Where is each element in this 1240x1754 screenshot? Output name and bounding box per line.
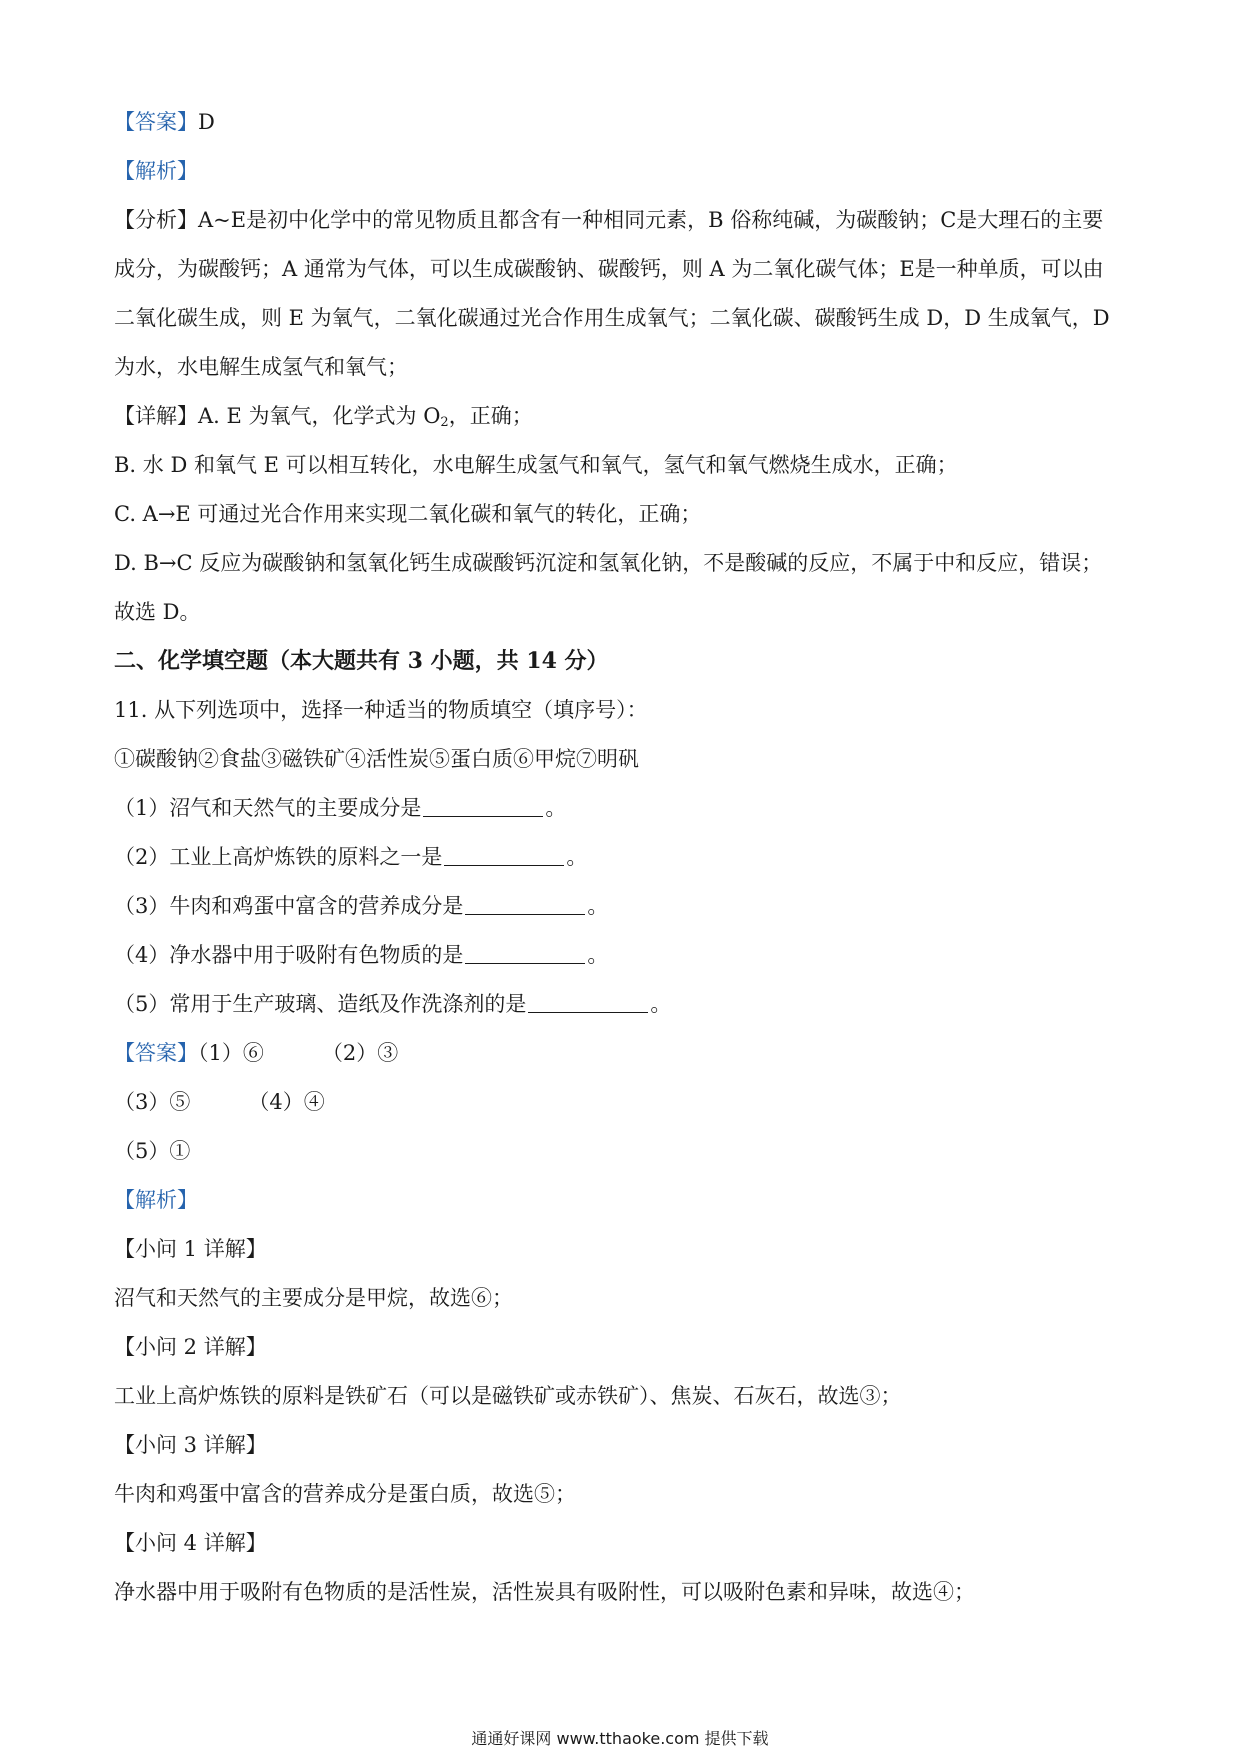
detail-3-text: 牛肉和鸡蛋中富含的营养成分是蛋白质，故选⑤； [114,1482,576,1506]
answer-blank [444,843,564,866]
document-page [114,98,1134,1617]
sub-question-2-text: （2）工业上高炉炼铁的原料之一是 [114,845,443,869]
answer2-line-2 [114,1078,1134,1127]
sub-question-1-text: （1）沼气和天然气的主要成分是 [114,796,422,820]
xiangjie-line-b: B. 水 D 和氧气 E 可以相互转化，水电解生成氢气和氧气，氢气和氧气燃烧生成水，正确； [114,453,958,477]
answer2-a3: （3）⑤ [114,1090,191,1114]
question-stem: 11. 从下列选项中，选择一种适当的物质填空（填序号）： [114,698,648,722]
xiangjie-line-d: D. B→C 反应为碳酸钠和氢氧化钙生成碳酸钙沉淀和氢氧化钠，不是酸碱的反应，不属于中和反应，错误； [114,551,1103,575]
xiangjie-line-c: C. A→E 可通过光合作用来实现二氧化碳和氧气的转化，正确； [114,502,702,526]
xiangjie-line-a [114,392,1134,441]
sub-question-5-end: 。 [650,992,672,1016]
analysis2-heading [114,1176,1134,1225]
sub-question-4 [114,931,1134,980]
answer2-tag: 【答案】 [114,1041,198,1065]
sub-question-3-end: 。 [587,894,609,918]
sub-question-4-text: （4）净水器中用于吸附有色物质的是 [114,943,464,967]
answer2-a4: （4）④ [248,1090,325,1114]
fenxi-tag: 【分析】 [114,208,198,232]
answer-value: D [198,110,215,134]
analysis2-tag: 【解析】 [114,1188,198,1212]
detail-2-head: 【小问 2 详解】 [114,1335,267,1359]
sub-question-5 [114,980,1134,1029]
answer2-line-3 [114,1127,1134,1176]
sub-question-3 [114,882,1134,931]
xiangjie-a-post: ，正确； [448,404,533,428]
sub-question-5-text: （5）常用于生产玻璃、造纸及作洗涤剂的是 [114,992,527,1016]
xiangjie-tag: 【详解】 [114,404,198,428]
xiangjie-conclusion: 故选 D。 [114,600,201,624]
xiangjie-a-text: A. E 为氧气，化学式为 O [198,404,441,428]
answer-tag: 【答案】 [114,110,198,134]
detail-3-head: 【小问 3 详解】 [114,1433,267,1457]
section-title: 二、化学填空题（本大题共有 3 小题，共 14 分） [114,648,609,674]
sub-question-1 [114,784,1134,833]
page-footer: 通通好课网 www.tthaoke.com 提供下载 [471,1729,769,1748]
answer2-a5: （5）① [114,1139,191,1163]
sub-question-4-end: 。 [587,943,609,967]
sub-question-2-end: 。 [566,845,588,869]
sub-question-3-text: （3）牛肉和鸡蛋中富含的营养成分是 [114,894,464,918]
fenxi-line-1 [114,196,1134,245]
sub-question-1-end: 。 [545,796,567,820]
oxygen-subscript: 2 [440,415,449,430]
fenxi-line-3: 二氧化碳生成，则 E 为氧气，二氧化碳通过光合作用生成氧气；二氧化碳、碳酸钙生成 D，D 生成氧气，D [114,306,1110,330]
fenxi-line-2: 成分，为碳酸钙；A 通常为气体，可以生成碳酸钠、碳酸钙，则 A 为二氧化碳气体；E是一种单质，可以由 [114,257,1104,281]
answer2-a1: （1）⑥ [198,1041,264,1065]
answer2-line-1 [114,1029,1134,1078]
question-options: ①碳酸钠②食盐③磁铁矿④活性炭⑤蛋白质⑥甲烷⑦明矾 [114,747,639,771]
answer-blank [465,892,585,915]
fenxi-line-4: 为水，水电解生成氢气和氧气； [114,355,408,379]
detail-1-text: 沼气和天然气的主要成分是甲烷，故选⑥； [114,1286,513,1310]
detail-4-text: 净水器中用于吸附有色物质的是活性炭，活性炭具有吸附性，可以吸附色素和异味，故选④； [114,1580,975,1604]
detail-4-head: 【小问 4 详解】 [114,1531,267,1555]
answer-blank [528,990,648,1013]
fenxi-text-1: A~E是初中化学中的常见物质且都含有一种相同元素，B 俗称纯碱，为碳酸钠；C是大理石的主要 [198,208,1104,232]
analysis-tag: 【解析】 [114,159,198,183]
answer2-a2: （2）③ [321,1041,399,1065]
analysis-heading [114,147,1134,196]
answer-blank [423,794,543,817]
answer-blank [465,941,585,964]
answer-line [114,98,1134,147]
detail-2-text: 工业上高炉炼铁的原料是铁矿石（可以是磁铁矿或赤铁矿）、焦炭、石灰石，故选③； [114,1384,902,1408]
detail-1-head: 【小问 1 详解】 [114,1237,267,1261]
sub-question-2 [114,833,1134,882]
